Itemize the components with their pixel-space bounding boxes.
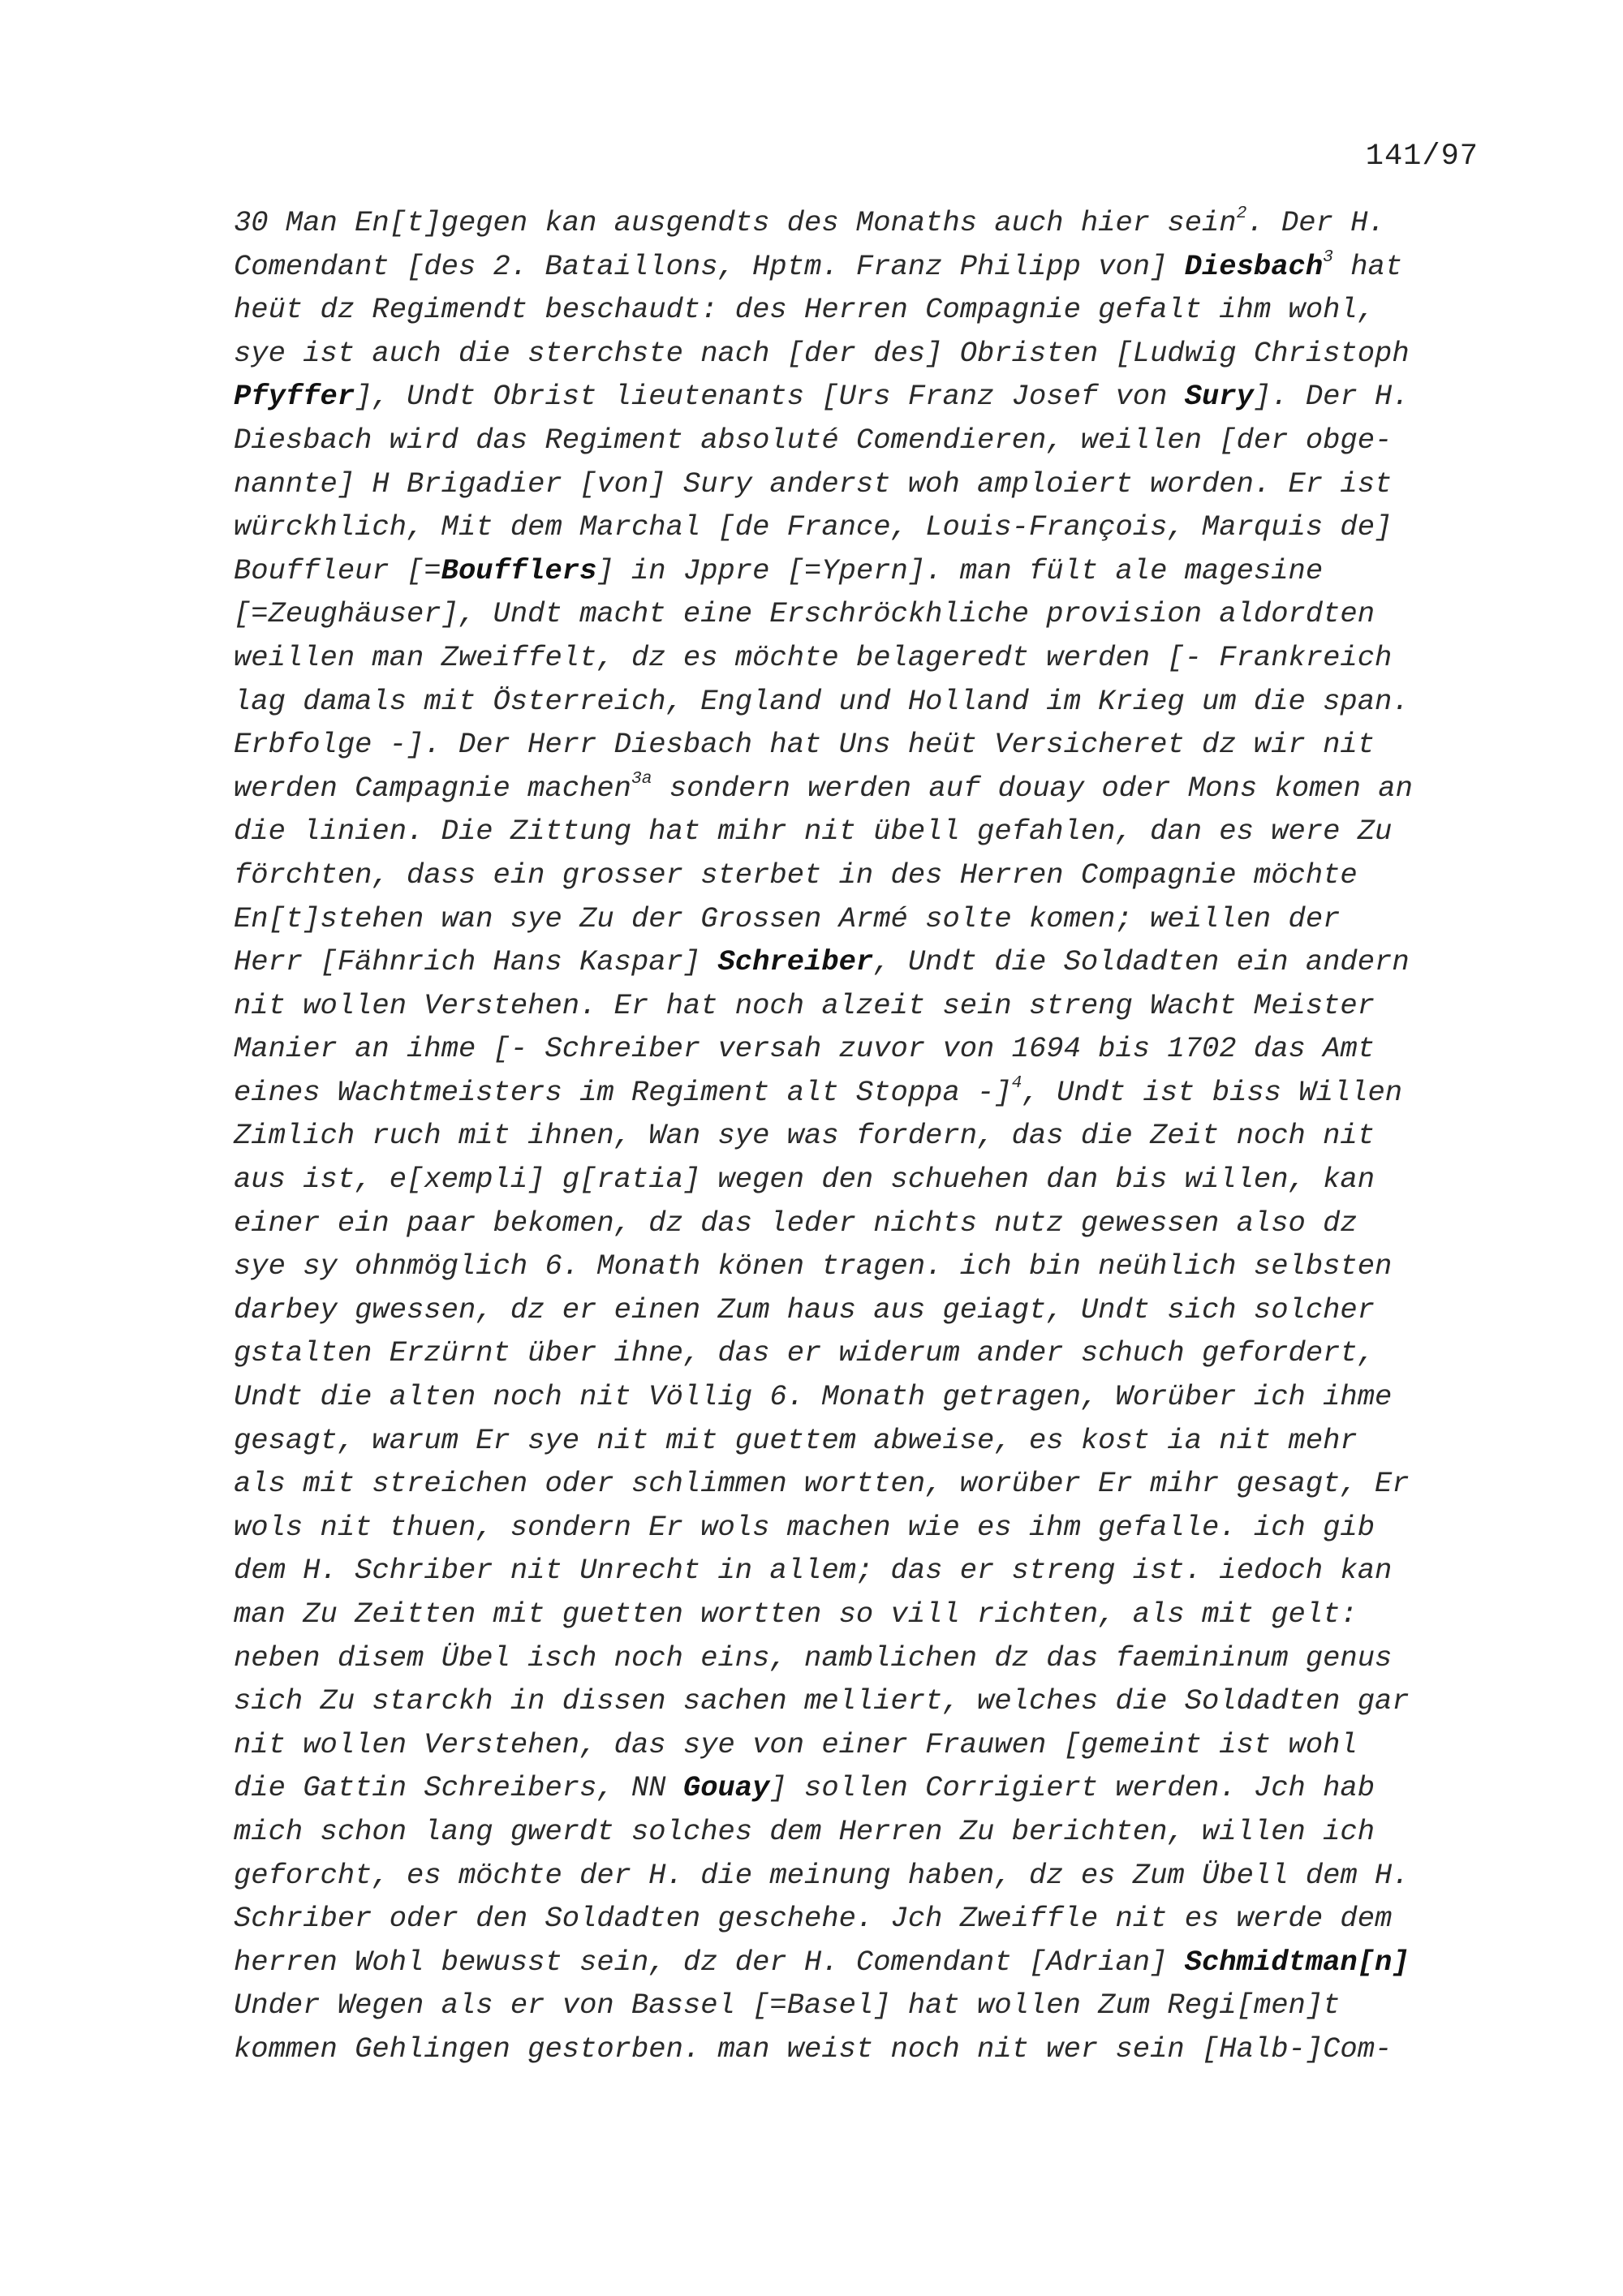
text-line [234, 810, 1500, 853]
text-line [234, 505, 1500, 549]
text-line [234, 1027, 1500, 1071]
text-line [234, 245, 1500, 289]
footnote-marker: 4 [1011, 1073, 1022, 1093]
letter-transcription [234, 201, 1500, 2071]
text-line [234, 1158, 1500, 1202]
text-segment: ]. Der H. [1253, 380, 1410, 414]
text-segment: darbey gwessen, dz er einen Zum haus aus geiagt, Undt sich solcher [234, 1292, 1375, 1326]
text-line [234, 201, 1500, 245]
text-line [234, 2027, 1500, 2071]
text-line [234, 592, 1500, 636]
bold-name: Pfyffer [234, 380, 355, 414]
footnote-marker: 3 [1323, 247, 1333, 267]
text-line [234, 462, 1500, 506]
text-line [234, 1984, 1500, 2027]
text-line [234, 853, 1500, 897]
text-line [234, 1419, 1500, 1463]
text-line [234, 1854, 1500, 1898]
text-segment: nit wollen Verstehen, das sye von einer Frauwen [gemeint ist wohl [234, 1727, 1358, 1761]
text-segment: wols nit thuen, sondern Er wols machen wie es ihm gefalle. ich gib [234, 1510, 1375, 1544]
text-line [234, 1593, 1500, 1636]
text-segment: Bouffleur [= [234, 553, 441, 587]
text-segment: neben disem Übel isch noch eins, namblichen dz das faemininum genus [234, 1640, 1393, 1675]
text-line [234, 1202, 1500, 1245]
text-line [234, 1897, 1500, 1941]
page-number: 141/97 [1365, 140, 1479, 174]
text-line [234, 1331, 1500, 1375]
text-line [234, 332, 1500, 376]
text-line [234, 1810, 1500, 1854]
text-line [234, 1462, 1500, 1506]
text-segment: herren Wohl bewusst sein, dz der H. Comendant [Adrian] [234, 1945, 1185, 1979]
text-segment: sich Zu starckh in dissen sachen melliert, welches die Soldadten gar [234, 1684, 1410, 1718]
text-line [234, 767, 1500, 810]
text-line [234, 680, 1500, 724]
text-segment: gstalten Erzürnt über ihne, das er widerum ander schuch gefordert, [234, 1336, 1375, 1370]
text-segment: Schriber oder den Soldadten geschehe. Jch Zweiffle nit es werde dem [234, 1902, 1393, 1936]
text-line [234, 897, 1500, 941]
text-segment: weillen man Zweiffelt, dz es möchte belageredt werden [- Frankreich [234, 640, 1393, 674]
text-line [234, 984, 1500, 1028]
text-segment: Zimlich ruch mit ihnen, Wan sye was fordern, das die Zeit noch nit [234, 1119, 1375, 1153]
text-segment: aus ist, e[xempli] g[ratia] wegen den schuehen dan bis willen, kan [234, 1163, 1375, 1197]
text-segment: hat [1332, 249, 1403, 283]
text-line [234, 288, 1500, 332]
text-segment: Comendant [des 2. Bataillons, Hptm. Franz Philipp von] [234, 249, 1185, 283]
text-line [234, 1071, 1500, 1115]
text-line [234, 1288, 1500, 1332]
text-line [234, 940, 1500, 984]
text-segment: Under Wegen als er von Bassel [=Basel] hat wollen Zum Regi[men]t [234, 1989, 1341, 2023]
bold-name: Sury [1184, 380, 1254, 414]
text-segment: die linien. Die Zittung hat mihr nit übell gefahlen, dan es were Zu [234, 815, 1393, 849]
text-segment: werden Campagnie machen [234, 771, 631, 805]
text-segment: , Undt ist biss Willen [1022, 1075, 1403, 1109]
text-segment: gesagt, warum Er sye nit mit guettem abweise, es kost ia nit mehr [234, 1423, 1358, 1457]
text-segment: Erbfolge -]. Der Herr Diesbach hat Uns heüt Versicheret dz wir nit [234, 728, 1375, 762]
bold-name: Schreiber [717, 945, 874, 979]
text-segment: als mit streichen oder schlimmen wortten, worüber Er mihr gesagt, Er [234, 1467, 1410, 1501]
text-segment: 30 Man En[t]gegen kan ausgendts des Monaths auch hier sein [234, 206, 1237, 239]
text-segment: Diesbach wird das Regiment absoluté Comendieren, weillen [der obge- [234, 423, 1393, 457]
text-segment: nannte] H Brigadier [von] Sury anderst woh amploiert worden. Er ist [234, 467, 1393, 501]
text-segment: förchten, dass ein grosser sterbet in des Herren Compagnie möchte [234, 858, 1358, 892]
text-segment: sye sy ohnmöglich 6. Monath könen tragen. ich bin neühlich selbsten [234, 1249, 1393, 1283]
text-line [234, 1506, 1500, 1550]
bold-name: Schmidtman[n] [1184, 1945, 1410, 1979]
text-segment: lag damals mit Österreich, England und Holland im Krieg um die span. [234, 684, 1410, 718]
text-segment: dem H. Schriber nit Unrecht in allem; das er streng ist. iedoch kan [234, 1554, 1393, 1588]
text-line [234, 723, 1500, 767]
text-segment: ], Undt Obrist lieutenants [Urs Franz Josef von [355, 380, 1185, 414]
text-segment: , Undt die Soldadten ein andern [873, 945, 1410, 979]
text-segment: Herr [Fähnrich Hans Kaspar] [234, 945, 718, 979]
text-line [234, 1723, 1500, 1767]
text-segment: sye ist auch die sterchste nach [der des] Obristen [Ludwig Christoph [234, 336, 1410, 370]
text-segment: nit wollen Verstehen. Er hat noch alzeit sein streng Wacht Meister [234, 988, 1375, 1022]
text-segment: die Gattin Schreibers, NN [234, 1771, 683, 1805]
text-line [234, 1375, 1500, 1419]
text-segment: Undt die alten noch nit Völlig 6. Monath getragen, Worüber ich ihme [234, 1380, 1393, 1414]
text-line [234, 1679, 1500, 1723]
text-line [234, 1766, 1500, 1810]
text-line [234, 375, 1500, 419]
text-segment: geforcht, es möchte der H. die meinung haben, dz es Zum Übell dem H. [234, 1858, 1410, 1892]
text-segment: würckhlich, Mit dem Marchal [de France, Louis-François, Marquis de] [234, 510, 1393, 544]
text-line [234, 549, 1500, 593]
text-segment: . Der H. [1246, 206, 1385, 239]
footnote-marker: 2 [1236, 204, 1247, 224]
bold-name: Gouay [682, 1771, 770, 1805]
text-segment: [=Zeughäuser], Undt macht eine Erschröckhliche provision aldordten [234, 597, 1375, 631]
text-segment: sondern werden auf douay oder Mons komen an [652, 771, 1413, 805]
text-line [234, 636, 1500, 680]
text-line [234, 419, 1500, 462]
text-segment: ] sollen Corrigiert werden. Jch hab [769, 1771, 1375, 1805]
text-line [234, 1636, 1500, 1680]
text-segment: En[t]stehen wan sye Zu der Grossen Armé solte komen; weillen der [234, 901, 1341, 935]
bold-name: Boufflers [441, 553, 597, 587]
text-segment: ] in Jppre [=Ypern]. man fült ale magesine [596, 553, 1324, 587]
text-segment: man Zu Zeitten mit guetten wortten so vill richten, als mit gelt: [234, 1597, 1358, 1631]
text-segment: mich schon lang gwerdt solches dem Herren Zu berichten, willen ich [234, 1814, 1375, 1848]
footnote-marker: 3a [631, 768, 652, 789]
bold-name: Diesbach [1184, 249, 1324, 283]
text-line [234, 1549, 1500, 1593]
text-line [234, 1941, 1500, 1984]
text-line [234, 1114, 1500, 1158]
text-segment: eines Wachtmeisters im Regiment alt Stoppa -] [234, 1075, 1012, 1109]
text-segment: Manier an ihme [- Schreiber versah zuvor von 1694 bis 1702 das Amt [234, 1032, 1375, 1066]
text-segment: einer ein paar bekomen, dz das leder nichts nutz gewessen also dz [234, 1206, 1358, 1240]
text-line [234, 1245, 1500, 1288]
text-segment: heüt dz Regimendt beschaudt: des Herren Compagnie gefalt ihm wohl, [234, 293, 1375, 327]
text-segment: kommen Gehlingen gestorben. man weist noch nit wer sein [Halb-]Com- [234, 2032, 1393, 2066]
